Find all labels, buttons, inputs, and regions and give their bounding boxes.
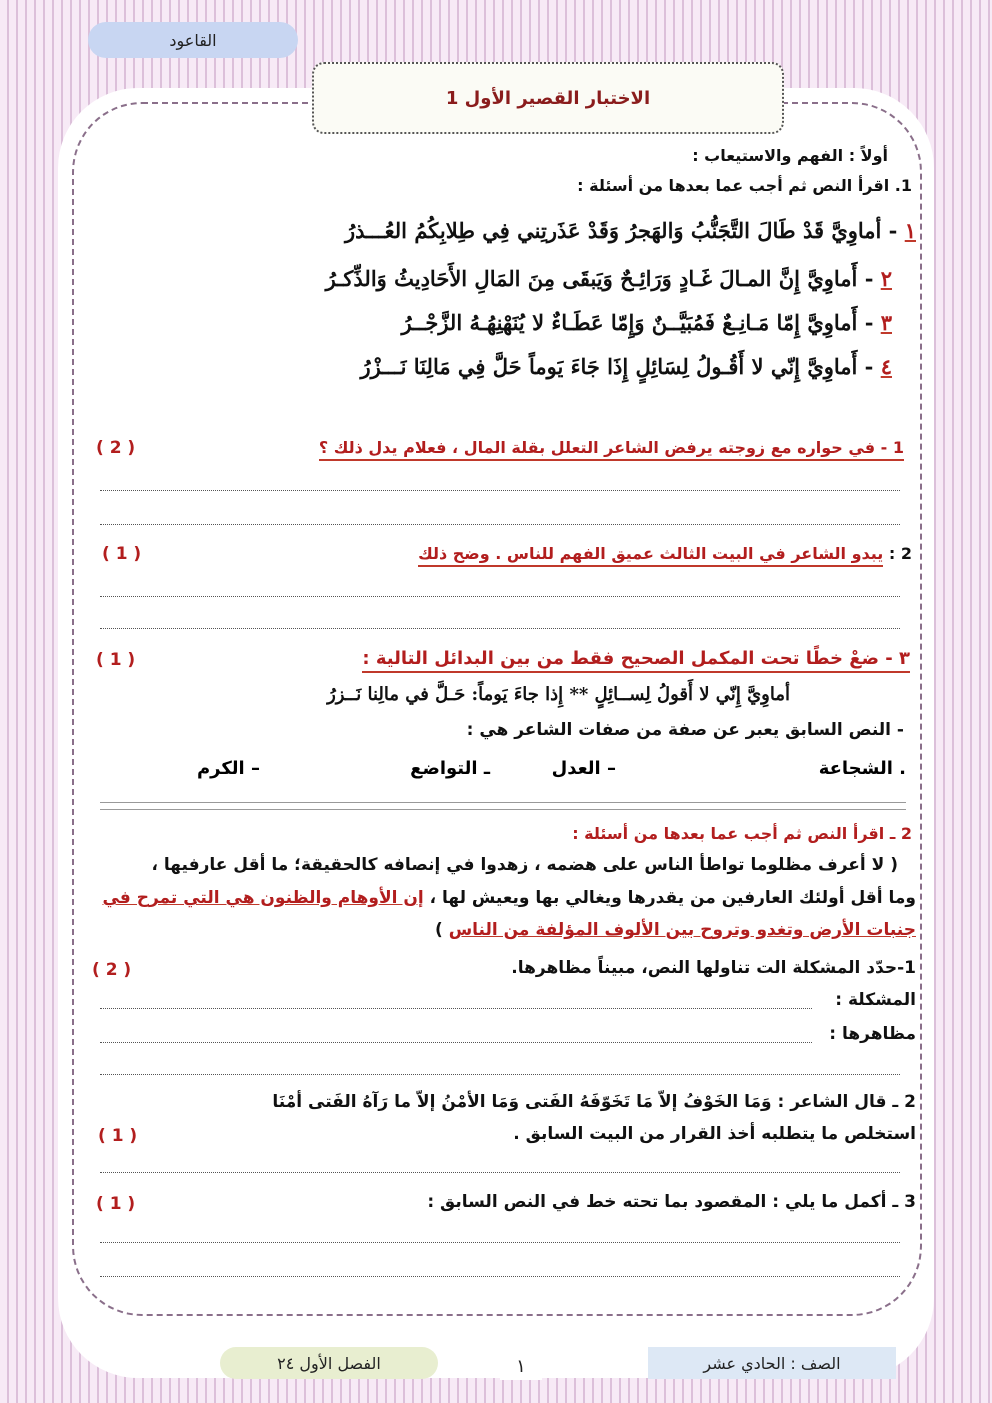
page-number [500, 1352, 542, 1380]
answer-line[interactable] [100, 1042, 812, 1043]
question-text: قال الشاعر : وَمَا الخَوْفُ إلاّ مَا تَخَوّفَهُ الفَتى وَمَا الأمْنُ إلاّ ما رَآهُ الفَتى أمْنَا [272, 1092, 887, 1112]
passage-text: وما أقل أولئك العارفين من يقدرها ويغالي بها ويعيش لها ، [423, 888, 916, 908]
verse-3 [401, 310, 892, 335]
section1-heading: أولاً : الفهم والاستيعاب : [692, 146, 888, 165]
aspects-label: مظاهرها : [829, 1024, 916, 1044]
answer-line[interactable] [100, 1074, 900, 1075]
answer-line[interactable] [100, 1008, 812, 1009]
problem-label: المشكلة : [835, 990, 916, 1010]
verse-number: ٣ [880, 310, 892, 335]
verse-text: - أَماوِيَّ إِنّي لا أَقُـولُ لِسَائِلٍ إِذَا جَاءَ يَوماً حَلَّ فِي مَالِنَا نَـــزْرُ [360, 354, 874, 379]
verse-number: ٢ [880, 266, 892, 291]
q3-prompt: - النص السابق يعبر عن صفة من صفات الشاعر هي : [466, 720, 904, 740]
question-text: ضعْ خطًا تحت المكمل الصحيح فقط من بين البدائل التالية : [362, 648, 879, 669]
answer-line[interactable] [100, 628, 900, 629]
question-text: يبدو الشاعر في البيت الثالث عميق الفهم للناس . وضح ذلك [418, 544, 883, 567]
page-number-text: ١ [516, 1355, 526, 1377]
question-number: 1- [897, 958, 916, 978]
marks-badge: ( 1 ) [96, 650, 136, 670]
passage-end: ) [435, 920, 449, 940]
option-courage[interactable]: . الشجاعة [818, 758, 906, 779]
marks-badge: ( 1 ) [98, 1126, 138, 1146]
verse-2 [326, 266, 892, 291]
answer-line[interactable] [100, 1276, 900, 1277]
s2-question-2 [272, 1092, 916, 1112]
section1-instruction: 1. اقرأ النص ثم أجب عما بعدها من أسئلة : [577, 176, 912, 195]
semester-text: الفصل الأول ٢٤ [277, 1353, 381, 1373]
question-number: 3 ـ [892, 1192, 916, 1212]
answer-line[interactable] [100, 596, 900, 597]
section-divider [100, 802, 906, 810]
underlined-text: إن الأوهام والظنون هي التي تمرح في [102, 888, 424, 908]
answer-line[interactable] [100, 524, 900, 525]
verse-1 [345, 218, 916, 243]
marks-badge: ( 2 ) [96, 438, 136, 458]
question-text: أكمل ما يلي : المقصود بما تحته خط في النص السابق : [427, 1192, 887, 1212]
marks-badge: ( 2 ) [92, 960, 132, 980]
semester-badge [220, 1347, 438, 1379]
school-name: القاعود [169, 30, 217, 50]
passage-line-2 [102, 888, 916, 908]
underlined-text: جنبات الأرض وتغدو وتروح بين الألوف المؤلفة من الناس [448, 920, 916, 940]
s2-question-1 [511, 958, 916, 978]
verse-text: - أَماوِيَّ إِنَّ المـالَ غَـادٍ وَرَائِـحٌ وَيَبقَى مِنَ المَالِ الأَحَادِيثُ وَالذِّكـرُ [325, 266, 874, 291]
passage-line-3 [435, 920, 916, 940]
verse-number: ١ [904, 218, 916, 243]
question-number: 2 ـ [892, 1092, 916, 1112]
instruction-text: 2 ـ اقرأ النص ثم أجب عما بعدها من أسئلة : [572, 824, 912, 843]
verse-number: ٤ [880, 354, 892, 379]
verse-text: - أَماوِيَّ إِمّا مَـانِـعٌ فَمُبَيَّــنٌ وَإِمّا عَطَـاءٌ لا يُنَهْنِهُـهُ الزَّجْــرُ [401, 310, 874, 335]
grade-text: الصف : الحادي عشر [703, 1353, 841, 1373]
answer-line[interactable] [100, 1172, 900, 1173]
question-number: 2 : [888, 544, 912, 563]
grade-badge [648, 1347, 896, 1379]
s1-question-1 [319, 438, 904, 461]
option-justice[interactable]: – العدل [551, 758, 616, 779]
s1-question-3 [362, 648, 910, 673]
exam-title: الاختبار القصير الأول 1 [445, 87, 651, 109]
q3-verse: أماوِيَّ إِنّي لا أَقولُ لِســائِلٍ ** إِذا جاءَ يَوماً: حَـلَّ في مالِنا نَــزرُ [327, 684, 790, 705]
section2-instruction [572, 824, 912, 843]
question-number: ٣ - [885, 648, 910, 669]
exam-title-box [312, 62, 784, 134]
question-number: 1 - [880, 438, 904, 457]
question-text: في حواره مع زوجته يرفض الشاعر التعلل بقلة المال ، فعلام يدل ذلك ؟ [318, 438, 876, 457]
question-text: حدّد المشكلة الت تناولها النص، مبيناً مظاهرها. [511, 958, 898, 978]
answer-line[interactable] [100, 1242, 900, 1243]
option-humility[interactable]: ـ التواضع [410, 758, 490, 779]
answer-line[interactable] [100, 490, 900, 491]
s1-question-2 [418, 544, 912, 563]
s2-question-3 [427, 1192, 916, 1212]
marks-badge: ( 1 ) [96, 1194, 136, 1214]
option-generosity[interactable]: – الكرم [196, 758, 260, 779]
verse-4 [360, 354, 892, 379]
marks-badge: ( 1 ) [102, 544, 142, 564]
school-label [88, 22, 298, 58]
passage-line-1: ( لا أعرف مظلوما تواطأ الناس على هضمه ، زهدوا في إنصافه كالحقيقة؛ ما أقل عارفيها ، [151, 855, 898, 875]
s2-question-2-text2: استخلص ما يتطلبه أخذ القرار من البيت السابق . [513, 1124, 916, 1144]
verse-text: - أماوِيَّ قَدْ طَالَ التَّجَنُّبُ وَالهَجرُ وَقَدْ عَذَرتِني فِي طِلابِكُمُ العُـــذرُ [345, 218, 898, 243]
